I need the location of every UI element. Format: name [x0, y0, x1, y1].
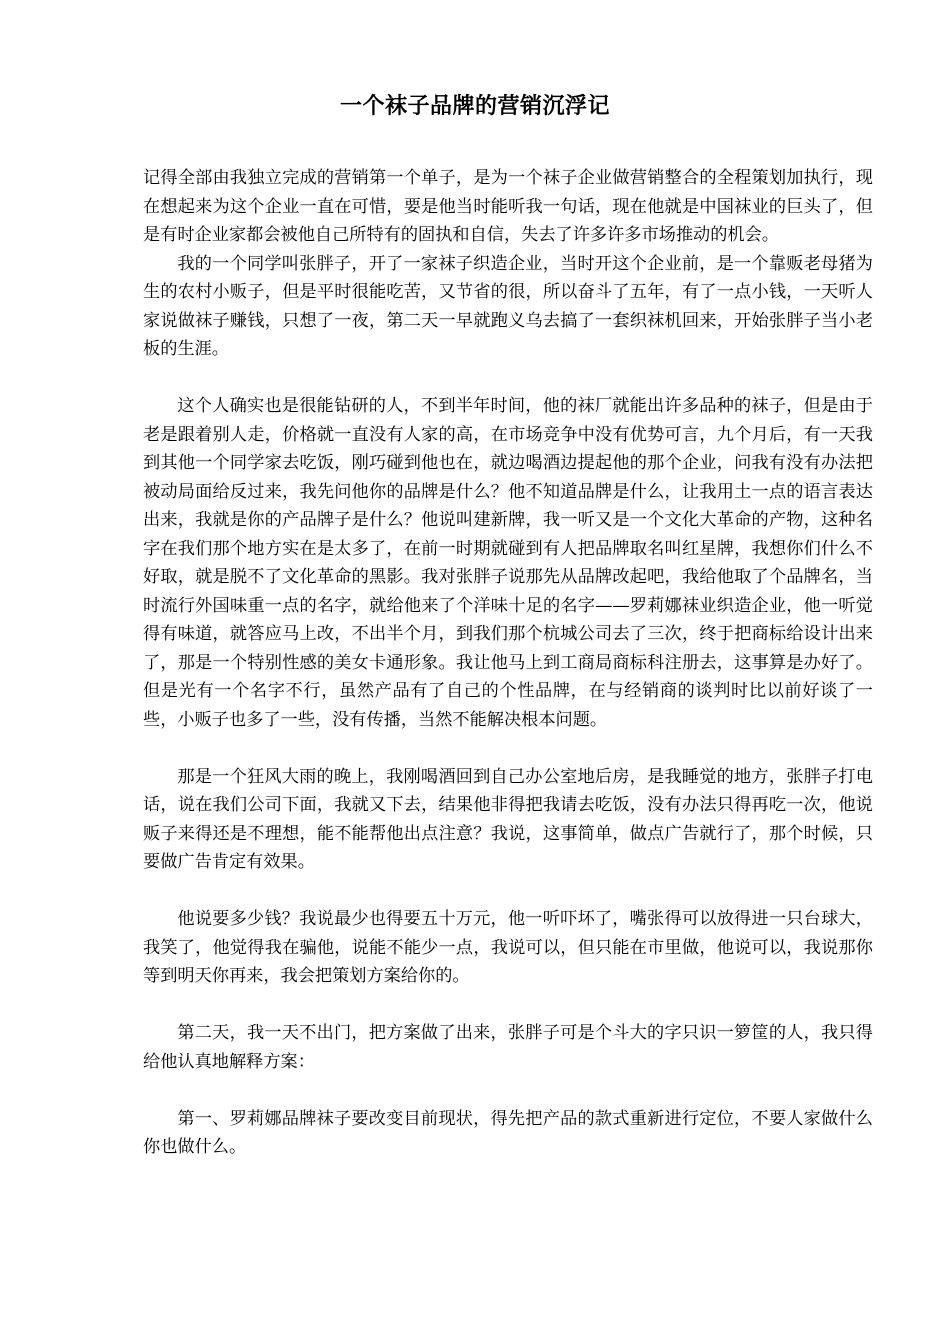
- paragraph-intro: 记得全部由我独立完成的营销第一个单子，是为一个袜子企业做营销整合的全程策划加执行，现在想起来为这个企业一直在可惜，要是他当时能听我一句话，现在他就是中国袜业的巨头了，但是有时企业家都会被他自己所特有的固执和自信，失去了许多许多市场推动的机会。: [143, 168, 873, 245]
- document-body: [143, 164, 873, 1162]
- paragraph-plan: 第二天，我一天不出门，把方案做了出来，张胖子可是个斗大的字只识一箩筐的人，我只得给他认真地解释方案：: [143, 1023, 873, 1072]
- document-title: 一个袜子品牌的营销沉浮记: [339, 93, 610, 119]
- paragraph-budget: 他说要多少钱？我说最少也得要五十万元，他一听吓坏了，嘴张得可以放得进一只台球大，我笑了，他觉得我在骗他，说能不能少一点，我说可以，但只能在市里做，他说可以，我说那你等到明天你再来，我会把策划方案给你的。: [143, 909, 873, 986]
- paragraph-first-point: 第一、罗莉娜品牌袜子要改变目前现状，得先把产品的款式重新进行定位，不要人家做什么你也做什么。: [143, 1108, 873, 1157]
- paragraph-classmate: 我的一个同学叫张胖子，开了一家袜子织造企业，当时开这个企业前，是一个靠贩老母猪为生的农村小贩子，但是平时很能吃苦，又节省的很，所以奋斗了五年，有了一点小钱，一天听人家说做袜子赚钱，只想了一夜，第二天一早就跑义乌去搞了一套织袜机回来，开始张胖子当小老板的生涯。: [143, 253, 873, 359]
- paragraph-brand-naming: 这个人确实也是很能钻研的人，不到半年时间，他的袜厂就能出许多品种的袜子，但是由于老是跟着别人走，价格就一直没有人家的高，在市场竞争中没有优势可言，九个月后，有一天我到其他一个同学家去吃饭，刚巧碰到他也在，就边喝酒边提起他的那个企业，问我有没有办法把被动局面给反过来，我先问他你的品牌是什么？他不知道品牌是什么，让我用土一点的语言表达出来，我就是你的产品牌子是什么？他说叫建新牌，我一听又是一个文化大革命的产物，这种名字在我们那个地方实在是太多了，在前一时期就碰到有人把品牌取名叫红星牌，我想你们什么不好取，就是脱不了文化革命的黑影。我对张胖子说那先从品牌改起吧，我给他取了个品牌名，当时流行外国味重一点的名字，就给他来了个洋味十足的名字——罗莉娜袜业织造企业，他一听觉得有味道，就答应马上改，不出半个月，到我们那个杭城公司去了三次，终于把商标给设计出来了，那是一个特别性感的美女卡通形象。我让他马上到工商局商标科注册去，这事算是办好了。但是光有一个名字不行，虽然产品有了自己的个性品牌，在与经销商的谈判时比以前好谈了一些，小贩子也多了一些，没有传播，当然不能解决根本问题。: [143, 396, 873, 730]
- paragraph-rainy-night: 那是一个狂风大雨的晚上，我刚喝酒回到自己办公室地后房，是我睡觉的地方，张胖子打电话，说在我们公司下面，我就又下去，结果他非得把我请去吃饭，没有办法只得再吃一次，他说贩子来得还是不理想，能不能帮他出点注意？我说，这事简单，做点广告就行了，那个时候，只要做广告肯定有效果。: [143, 766, 873, 872]
